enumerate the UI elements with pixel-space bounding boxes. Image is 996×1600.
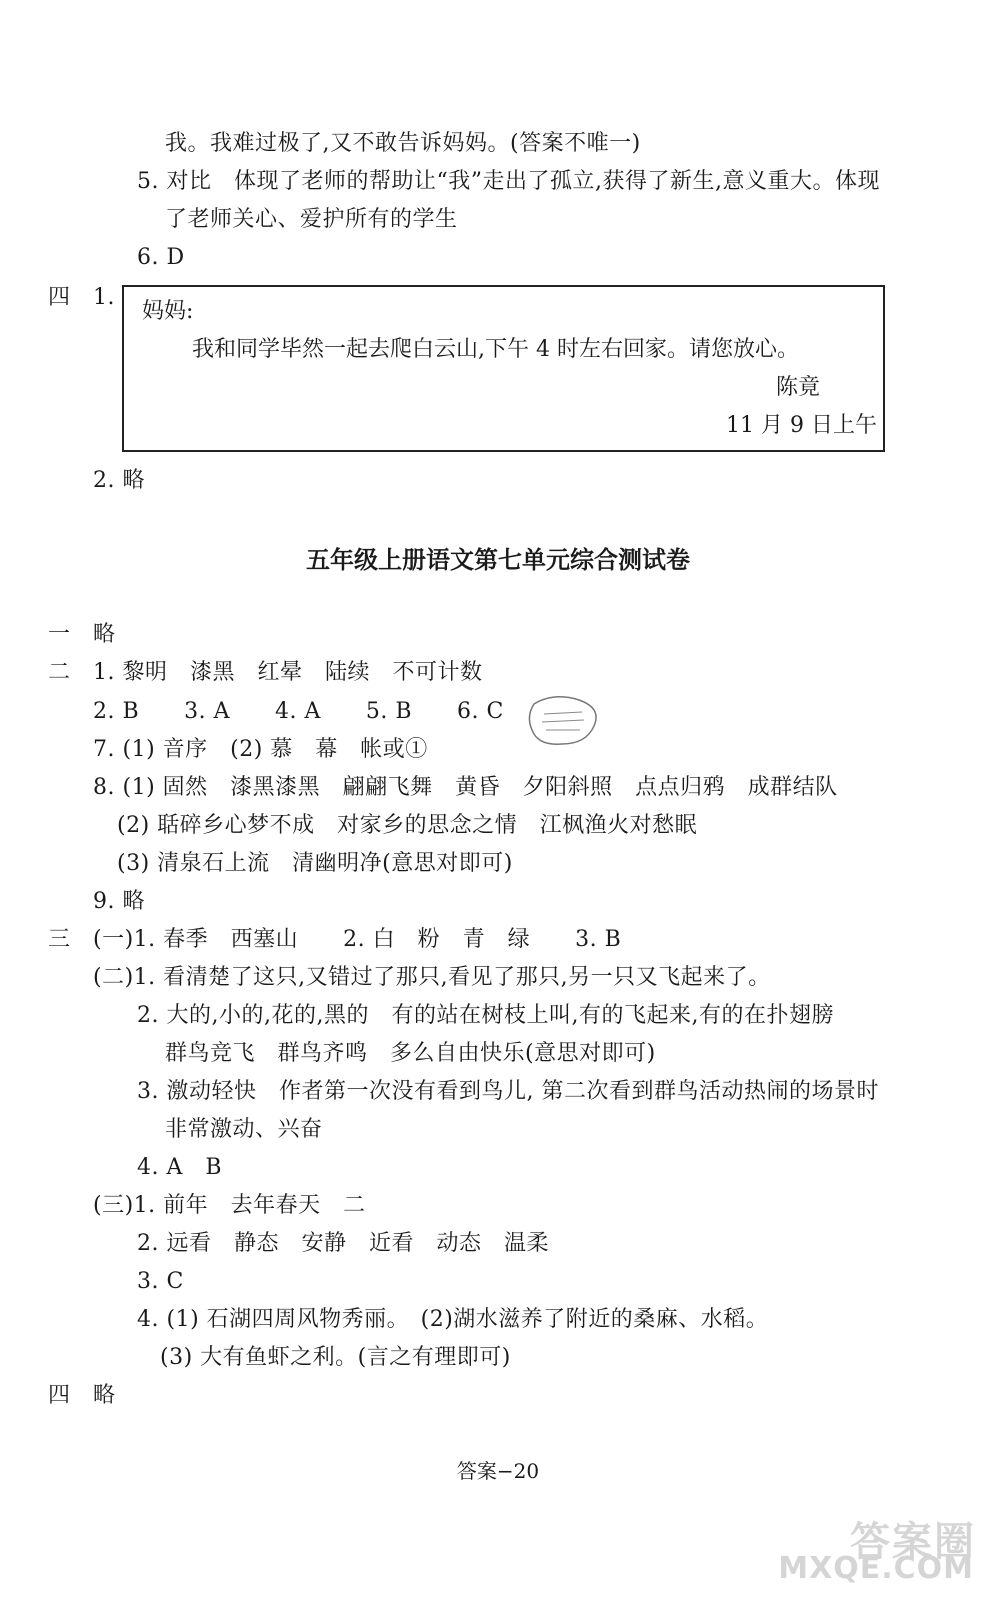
answer-line: 2. B 3. A 4. A 5. B 6. C — [93, 699, 504, 724]
stamp-icon — [524, 692, 604, 750]
answer-line: 4. A B — [137, 1155, 223, 1180]
answer-line: 3. C — [137, 1269, 184, 1294]
answer-line: 一 略 — [48, 622, 116, 647]
answer-line: 6. D — [137, 245, 185, 270]
answer-line: 2. 大的,小的,花的,黑的 有的站在树枝上叫,有的飞起来,有的在扑翅膀 — [137, 1003, 834, 1028]
answer-line: (三)1. 前年 去年春天 二 — [93, 1193, 366, 1218]
answer-line: 7. (1) 音序 (2) 慕 幕 帐或① — [93, 737, 428, 762]
note-date: 11 月 9 日上午 — [726, 413, 877, 438]
watermark-top: 答案圈 — [850, 1519, 976, 1565]
note-salutation: 妈妈: — [142, 299, 194, 324]
answer-line: 四 略 — [48, 1383, 116, 1408]
answer-line: 非常激动、兴奋 — [165, 1117, 323, 1142]
page-footer: 答案−20 — [456, 1459, 540, 1483]
answer-line: 4. (1) 石湖四周风物秀丽。 (2)湖水滋养了附近的桑麻、水稻。 — [137, 1307, 769, 1332]
page-title: 五年级上册语文第七单元综合测试卷 — [306, 546, 690, 574]
answer-line: 2. 远看 静态 安静 近看 动态 温柔 — [137, 1231, 549, 1256]
watermark-bottom: MXQE.COM — [778, 1551, 974, 1586]
answer-line: (二)1. 看清楚了这只,又错过了那只,看见了那只,另一只又飞起来了。 — [93, 965, 771, 990]
answer-line: 8. (1) 固然 漆黑漆黑 翩翩飞舞 黄昏 夕阳斜照 点点归鸦 成群结队 — [93, 775, 838, 800]
answer-line: 2. 略 — [93, 468, 145, 493]
note-signature: 陈竟 — [776, 375, 821, 400]
note-body: 我和同学毕然一起去爬白云山,下午 4 时左右回家。请您放心。 — [192, 337, 799, 362]
note-box — [122, 285, 885, 452]
answer-line: 了老师关心、爱护所有的学生 — [165, 207, 458, 232]
answer-line: 9. 略 — [93, 889, 145, 914]
answer-line: 三 (一)1. 春季 西塞山 2. 白 粉 青 绿 3. B — [48, 927, 622, 952]
answer-line: (2) 聒碎乡心梦不成 对家乡的思念之情 江枫渔火对愁眠 — [117, 813, 698, 838]
answer-line: (3) 清泉石上流 清幽明净(意思对即可) — [117, 851, 513, 876]
answer-line: (3) 大有鱼虾之利。(言之有理即可) — [160, 1345, 511, 1370]
answer-line: 群鸟竞飞 群鸟齐鸣 多么自由快乐(意思对即可) — [165, 1041, 656, 1066]
answer-line: 我。我难过极了,又不敢告诉妈妈。(答案不唯一) — [165, 131, 641, 156]
watermark-logo — [778, 1502, 984, 1592]
section-label: 四 1. — [48, 285, 115, 310]
answer-line: 5. 对比 体现了老师的帮助让“我”走出了孤立,获得了新生,意义重大。体现 — [137, 169, 880, 194]
answer-line: 二 1. 黎明 漆黑 红晕 陆续 不可计数 — [48, 660, 483, 685]
answer-line: 3. 激动轻快 作者第一次没有看到鸟儿, 第二次看到群鸟活动热闹的场景时 — [137, 1079, 879, 1104]
